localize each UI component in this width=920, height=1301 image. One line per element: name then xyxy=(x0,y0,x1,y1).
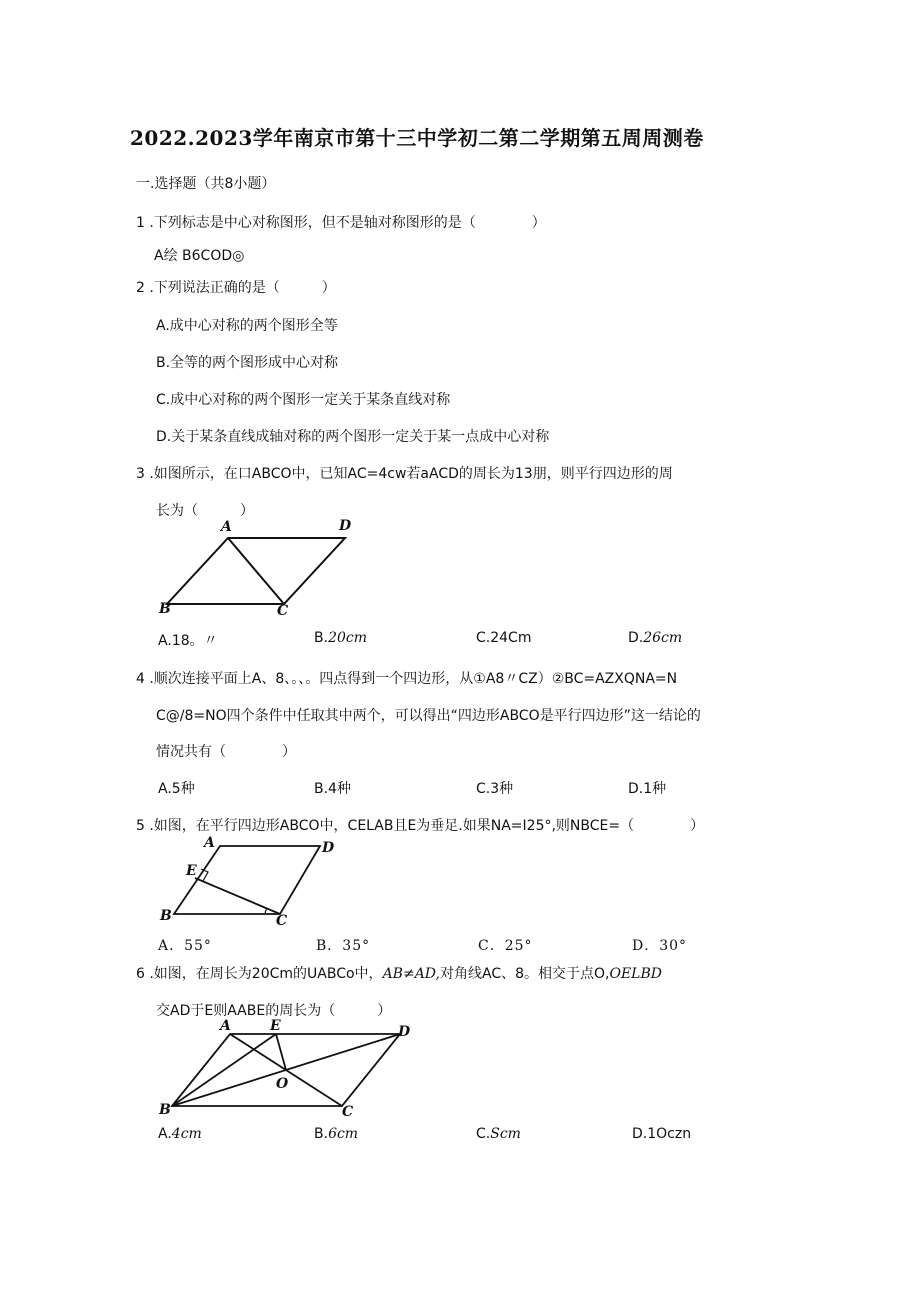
q2-stem: 2 .下列说法正确的是（ ） xyxy=(136,280,336,296)
q5-parallelogram xyxy=(174,846,320,914)
q4-stem-line3: 情况共有（ ） xyxy=(156,744,296,760)
q3-option-b-value: 20cm xyxy=(328,630,367,646)
section-heading: 一.选择题（共8小题） xyxy=(136,176,276,192)
q5-option-c: C．25° xyxy=(478,938,533,954)
q3-label-d: D xyxy=(339,518,352,534)
q6-label-e: E xyxy=(270,1018,281,1034)
q5-stem: 5 .如图，在平行四边形ABCO中，CELAB且E为垂足.如果NA=I25°,则NBCE=（ ） xyxy=(136,818,705,834)
q6-option-a-prefix: A. xyxy=(158,1126,172,1142)
q6-label-b: B xyxy=(159,1102,171,1118)
q3-option-c: C.24Cm xyxy=(476,630,532,646)
q6-label-c: C xyxy=(342,1104,354,1120)
q2-option-a: A.成中心对称的两个图形全等 xyxy=(156,318,338,334)
q3-option-d-value: 26cm xyxy=(643,630,683,646)
q6-option-a-value: 4cm xyxy=(171,1126,202,1142)
q3-option-d-prefix: D. xyxy=(628,630,644,646)
q6-stem-part-b: AB≠AD, xyxy=(382,966,440,982)
q3-parallelogram-figure xyxy=(150,512,370,620)
q3-label-a: A xyxy=(221,519,232,535)
q5-option-d: D．30° xyxy=(632,938,688,954)
q2-option-b: B.全等的两个图形成中心对称 xyxy=(156,355,339,371)
q5-right-angle-mark xyxy=(201,869,208,881)
q5-label-d: D xyxy=(322,840,335,856)
q6-option-b-prefix: B. xyxy=(314,1126,329,1142)
q2-option-d: D.关于某条直线成轴对称的两个图形一定关于某一点成中心对称 xyxy=(156,429,550,445)
q5-angle-arc xyxy=(265,908,267,914)
q5-label-c: C xyxy=(276,913,288,929)
q6-label-o: O xyxy=(276,1076,289,1092)
q4-option-a: A.5种 xyxy=(158,781,195,797)
q5-option-a: A．55° xyxy=(158,938,212,954)
q2-option-c: C.成中心对称的两个图形一定关于某条直线对称 xyxy=(156,392,451,408)
q3-option-d xyxy=(628,630,682,646)
q3-label-b: B xyxy=(159,601,171,617)
q4-option-d: D.1种 xyxy=(628,781,667,797)
q3-option-b-prefix: B. xyxy=(314,630,329,646)
q6-stem-part-d: OELBD xyxy=(609,966,662,982)
q3-option-a: A.18。〃 xyxy=(158,633,218,649)
q1-options: A绘 B6COD◎ xyxy=(154,248,245,264)
q6-segment-be xyxy=(172,1034,276,1106)
q3-label-c: C xyxy=(277,603,289,619)
q3-stem-line1: 3 .如图所示，在口ABCO中，已知AC=4cw若aACD的周长为13朋，则平行四边形的周 xyxy=(136,466,673,482)
q6-stem-line1 xyxy=(136,963,662,983)
q4-option-b: B.4种 xyxy=(314,781,351,797)
q6-option-b xyxy=(314,1126,358,1142)
q3-stem-line2: 长为（ ） xyxy=(156,503,254,519)
q1-stem: 1 .下列标志是中心对称图形，但不是轴对称图形的是（ ） xyxy=(136,215,546,231)
q6-option-d: D.1Oczn xyxy=(632,1126,692,1142)
q4-stem-line2: C@/8=NO四个条件中任取其中两个，可以得出“四边形ABCO是平行四边形”这一结论的 xyxy=(156,708,701,724)
page-title: 2022.2023学年南京市第十三中学初二第二学期第五周周测卷 xyxy=(130,126,704,150)
q5-label-a: A xyxy=(204,835,215,851)
q6-option-c-prefix: C. xyxy=(476,1126,491,1142)
q6-option-b-value: 6cm xyxy=(328,1126,359,1142)
q6-option-a xyxy=(158,1126,202,1142)
q5-option-b: B．35° xyxy=(316,938,371,954)
q3-diagonal-ac xyxy=(228,538,284,604)
q6-stem-part-a: 6 .如图，在周长为20Cm的UABCo中， xyxy=(136,966,383,982)
q6-parallelogram-figure xyxy=(150,1014,420,1120)
q6-label-a: A xyxy=(220,1018,231,1034)
q5-label-e: E xyxy=(186,863,197,879)
q5-parallelogram-figure xyxy=(150,832,350,930)
q6-option-c-value: Scm xyxy=(490,1126,521,1142)
q4-option-c: C.3种 xyxy=(476,781,514,797)
q6-stem-line2: 交AD于E则AABE的周长为（ ） xyxy=(156,1003,392,1019)
q6-label-d: D xyxy=(398,1024,411,1040)
q6-option-c xyxy=(476,1126,521,1142)
q5-label-b: B xyxy=(160,908,172,924)
q6-stem-part-c: 对角线AC、8。相交于点O, xyxy=(439,966,610,982)
q3-option-b xyxy=(314,630,367,646)
q4-stem-line1: 4 .顺次连接平面上A、8、。、。四点得到一个四边形，从①A8〃CZ）②BC=AZXQNA=N xyxy=(136,671,678,687)
